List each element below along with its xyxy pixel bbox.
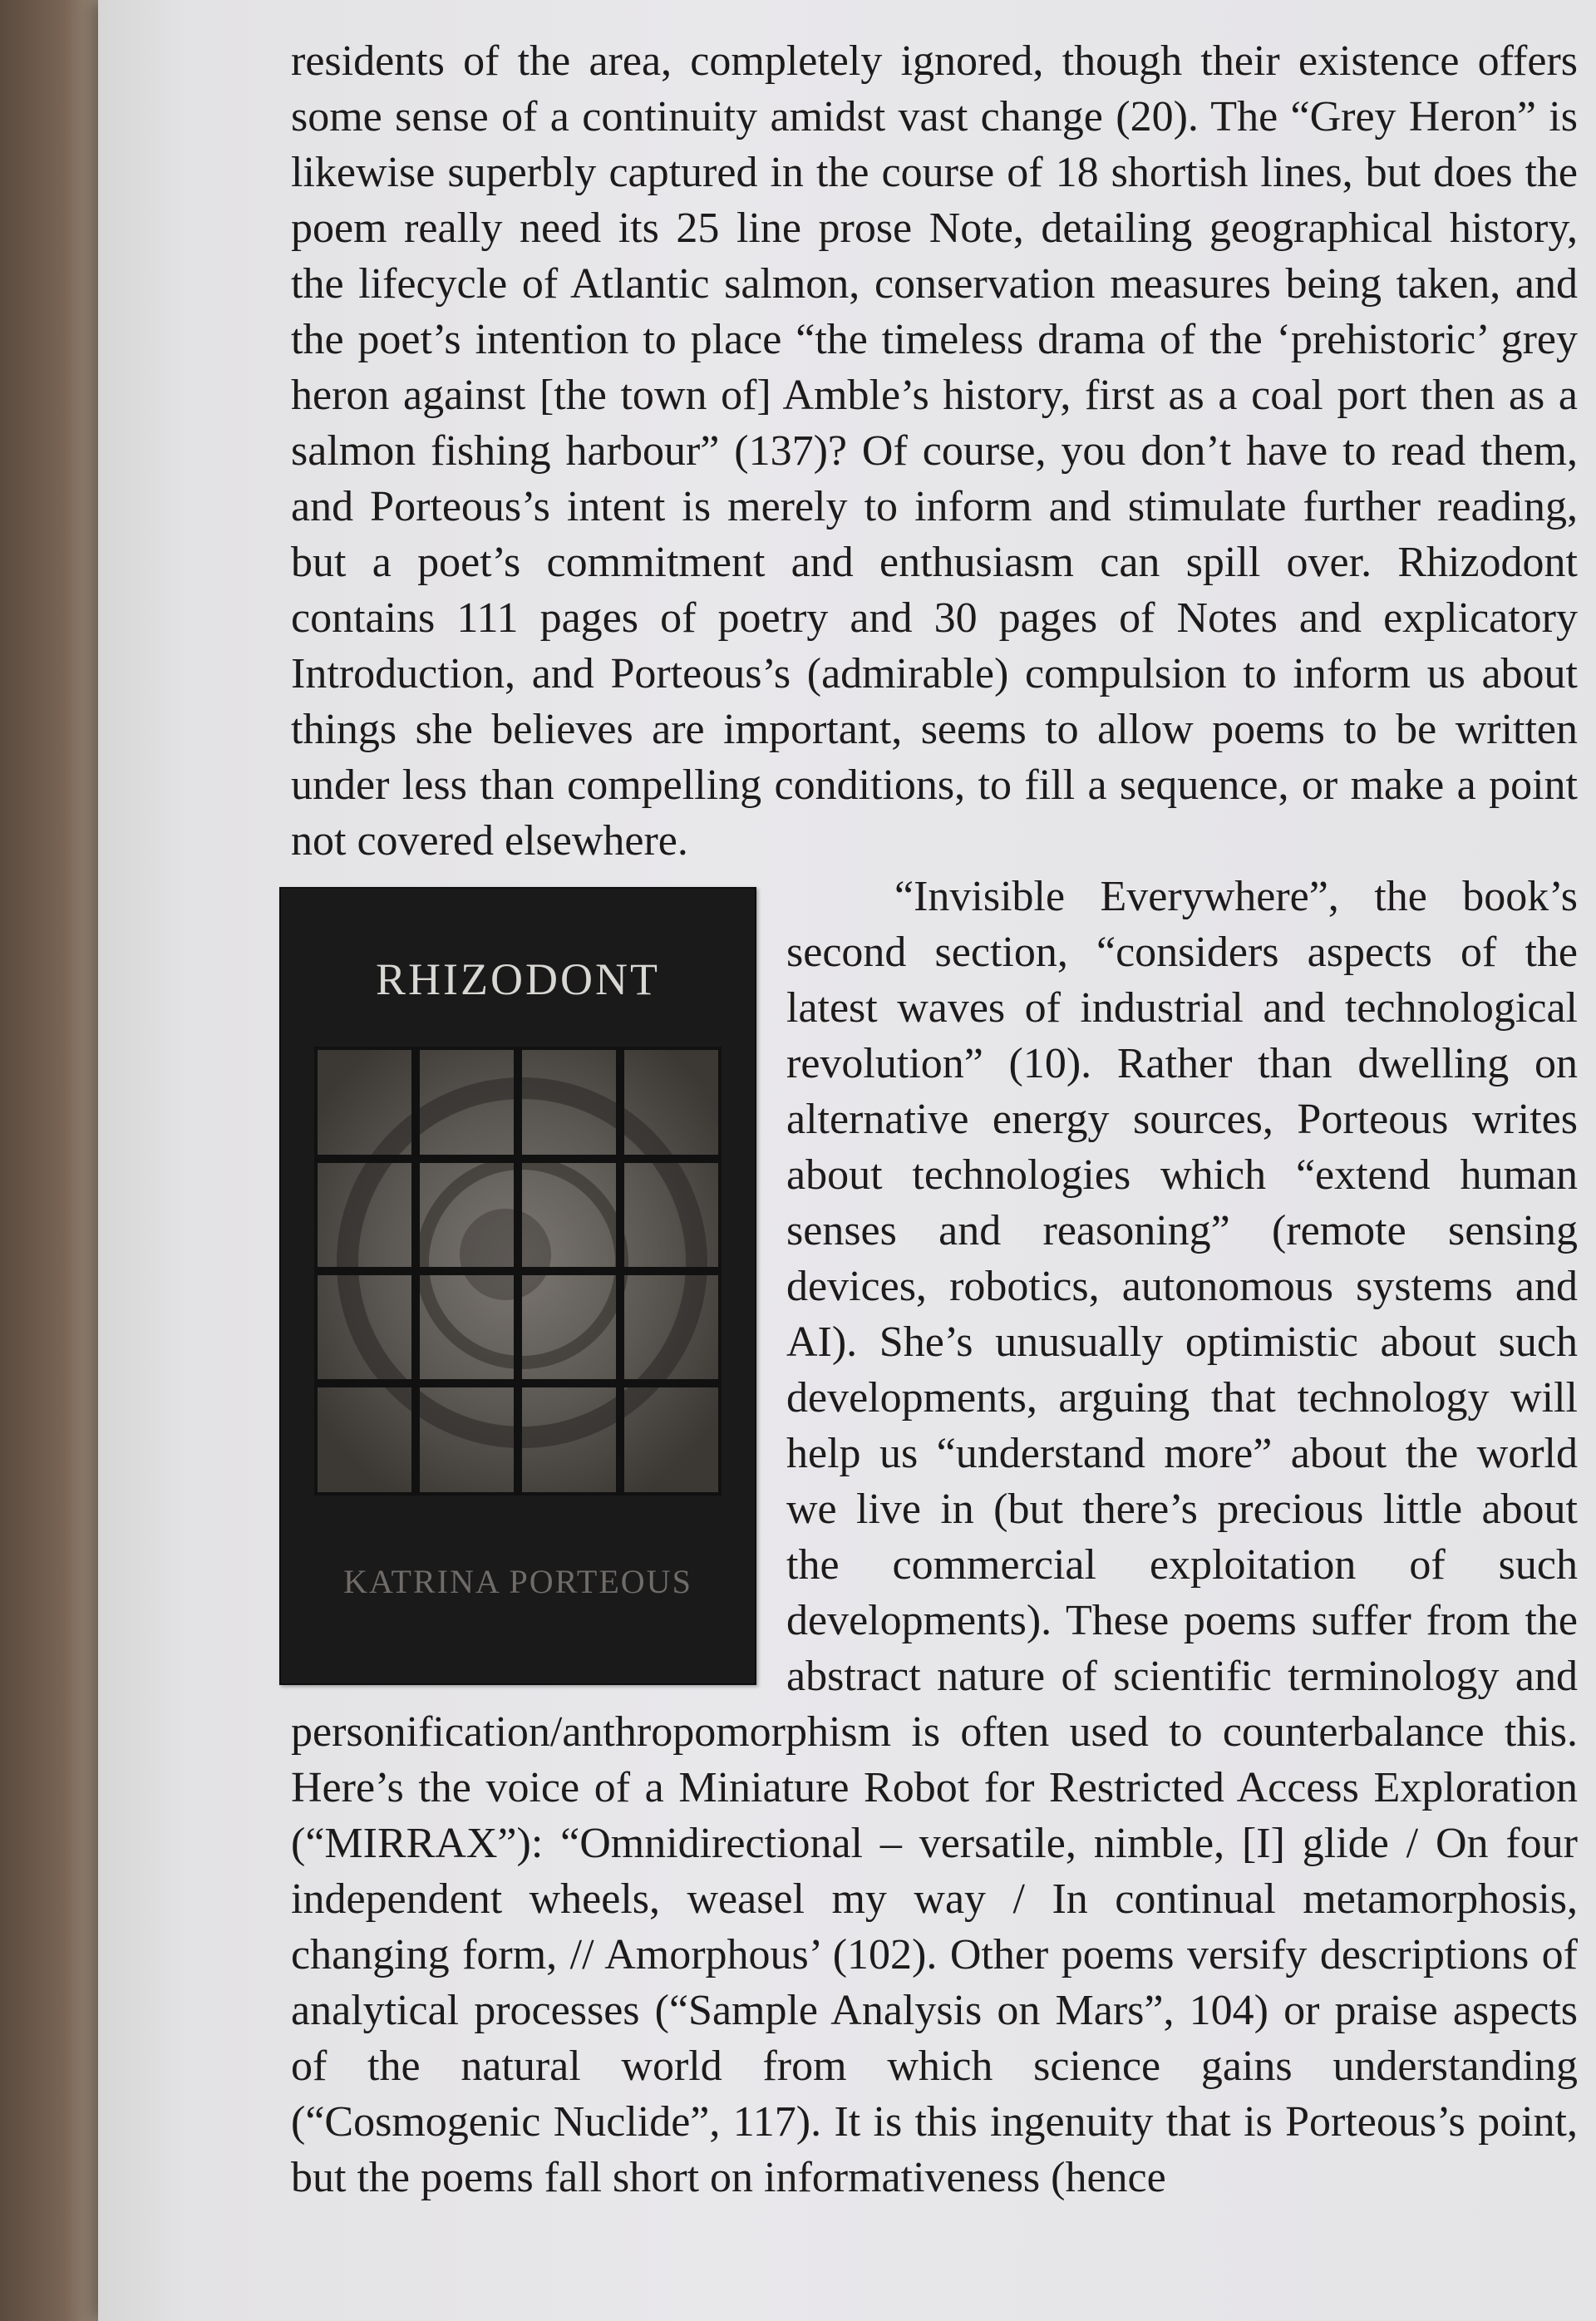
book-cover-image xyxy=(279,887,756,1685)
review-text xyxy=(291,33,1578,2205)
cover-author: KATRINA PORTEOUS xyxy=(343,1563,692,1600)
book-page xyxy=(98,0,1596,2321)
cover-title: RHIZODONT xyxy=(376,954,660,1004)
para2-text: “Invisible Everywhere”, the book’s second section, “considers aspects of the latest waves of industrial and technological revolution” (10). Rather than dwelling on alternative energy sources, Porteous writes about technologies which “extend human senses and reasoning” (remote sensing devices, robotics, autonomous systems and AI). She’s unusually optimistic about such developments, arguing that technology will help us “understand more” about the world we live in (but there’s precious little about the commercial exploitation of such developments). These poems suffer from the abstract nature of scientific terminology and personification/anthropomorphism is often used to counterbalance this. Here’s the voice of a Miniature Robot for Restricted Access Exploration (“MIRRAX”): “Omnidirectional – versatile, nimble, [I] glide / On four independent wheels, weasel my way / In continual metamorphosis, changing form, // Amorphous’ (102). Other poems versify descriptions of analytical processes (“Sample Analysis on Mars”, 104) or praise aspects of the natural world from which science gains understanding (“Cosmogenic Nuclide”, 117). It is this ingenuity that is Porteous’s point, but the poems fall short on informativeness (hence xyxy=(291,873,1578,2201)
book-cover-figure xyxy=(279,887,758,1685)
paragraph-1 xyxy=(291,33,1578,869)
para1-text: residents of the area, completely ignored, though their existence offers some sense of a continuity amidst vast change (20). The “Grey Heron” is likewise superbly captured in the course of 18 shortish lines, but does the poem really need its 25 line prose Note, detailing geographical history, the lifecycle of Atlantic salmon, conservation measures being taken, and the poet’s intention to place “the timeless drama of the ‘prehistoric’ grey heron against [the town of] Amble’s history, first as a coal port then as a salmon fishing harbour” (137)? Of course, you don’t have to read them, and Porteous’s intent is merely to inform and stimulate further reading, but a poet’s commitment and enthusiasm can spill over. Rhizodont contains 111 pages of poetry and 30 pages of Notes and explicatory Introduction, and Porteous’s (admirable) compulsion to inform us about things she believes are important, seems to allow poems to be written under less than compelling conditions, to fill a sequence, or make a point not covered elsewhere. xyxy=(291,37,1578,865)
book-binding-edge xyxy=(0,0,108,2321)
cover-art-grid xyxy=(314,1047,722,1496)
